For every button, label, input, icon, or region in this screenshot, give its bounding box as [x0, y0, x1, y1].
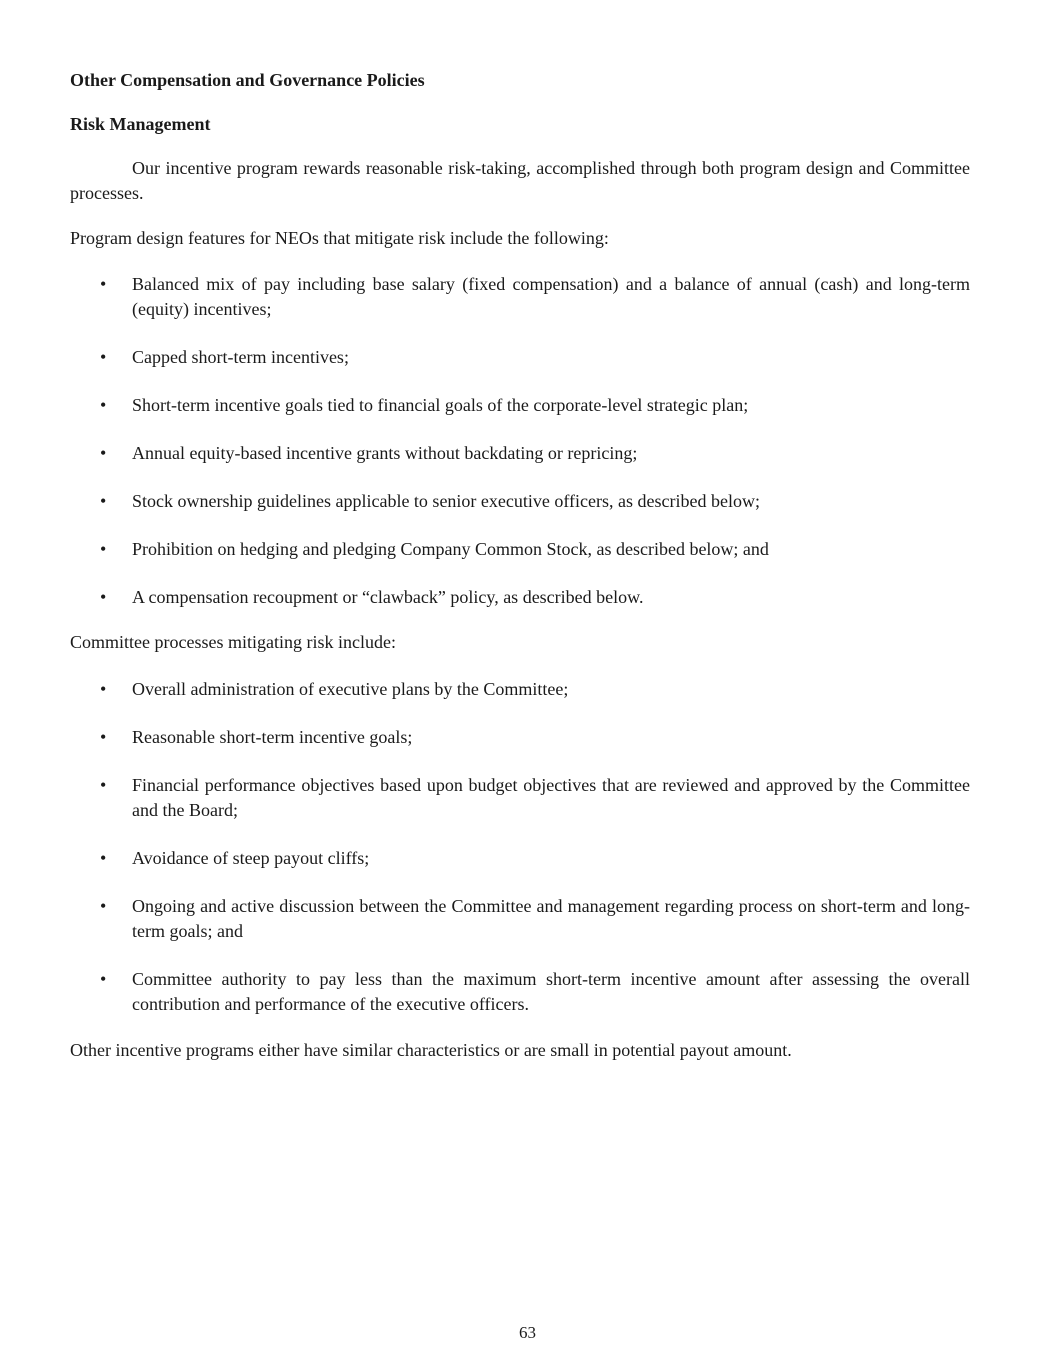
list-item-text: Annual equity-based incentive grants without backdating or repricing;	[132, 443, 638, 463]
bullet-icon: •	[100, 491, 107, 511]
section-title: Other Compensation and Governance Policies	[70, 70, 425, 90]
subsection-title: Risk Management	[70, 114, 211, 134]
bullet-icon: •	[100, 587, 107, 607]
process-lead-paragraph: Committee processes mitigating risk include:	[70, 632, 396, 652]
list-item-text: Committee authority to pay less than the maximum short-term incentive amount after assessing the overall contribution and performance of the executive officers.	[132, 969, 970, 1014]
list-item	[70, 489, 970, 514]
bullet-icon: •	[100, 443, 107, 463]
bullet-icon: •	[100, 727, 107, 747]
list-item	[70, 272, 970, 322]
list-item-text: Reasonable short-term incentive goals;	[132, 727, 413, 747]
bullet-icon: •	[100, 539, 107, 559]
bullet-icon: •	[100, 274, 107, 294]
list-item-text: Financial performance objectives based upon budget objectives that are reviewed and approved by the Committee and the Board;	[132, 775, 970, 820]
intro-paragraph: Our incentive program rewards reasonable risk-taking, accomplished through both program design and Committee processes.	[70, 158, 970, 203]
list-item-text: Short-term incentive goals tied to financial goals of the corporate-level strategic plan;	[132, 395, 749, 415]
bullet-icon: •	[100, 896, 107, 916]
list-item	[70, 773, 970, 823]
list-item	[70, 441, 970, 466]
bullet-icon: •	[100, 679, 107, 699]
bullet-icon: •	[100, 347, 107, 367]
page-number: 63	[519, 1323, 536, 1342]
list-item-text: A compensation recoupment or “clawback” policy, as described below.	[132, 587, 644, 607]
list-item-text: Capped short-term incentives;	[132, 347, 349, 367]
list-item	[70, 725, 970, 750]
list-item-text: Ongoing and active discussion between the Committee and management regarding process on short-term and long-term goals; and	[132, 896, 970, 941]
document-page	[70, 68, 970, 1063]
bullet-icon: •	[100, 775, 107, 795]
list-item	[70, 894, 970, 944]
list-item	[70, 967, 970, 1017]
list-item	[70, 677, 970, 702]
list-item	[70, 393, 970, 418]
list-item-text: Stock ownership guidelines applicable to senior executive officers, as described below;	[132, 491, 760, 511]
bullet-icon: •	[100, 848, 107, 868]
list-item	[70, 345, 970, 370]
bullet-icon: •	[100, 395, 107, 415]
bullet-icon: •	[100, 969, 107, 989]
design-lead-paragraph: Program design features for NEOs that mitigate risk include the following:	[70, 228, 609, 248]
list-item	[70, 846, 970, 871]
list-item-text: Balanced mix of pay including base salary (fixed compensation) and a balance of annual (cash) and long-term (equity) incentives;	[132, 274, 970, 319]
closing-paragraph: Other incentive programs either have similar characteristics or are small in potential payout amount.	[70, 1040, 792, 1060]
list-item-text: Avoidance of steep payout cliffs;	[132, 848, 370, 868]
design-features-list	[70, 272, 970, 610]
list-item	[70, 585, 970, 610]
list-item	[70, 537, 970, 562]
committee-processes-list	[70, 677, 970, 1017]
list-item-text: Overall administration of executive plans by the Committee;	[132, 679, 569, 699]
list-item-text: Prohibition on hedging and pledging Company Common Stock, as described below; and	[132, 539, 769, 559]
